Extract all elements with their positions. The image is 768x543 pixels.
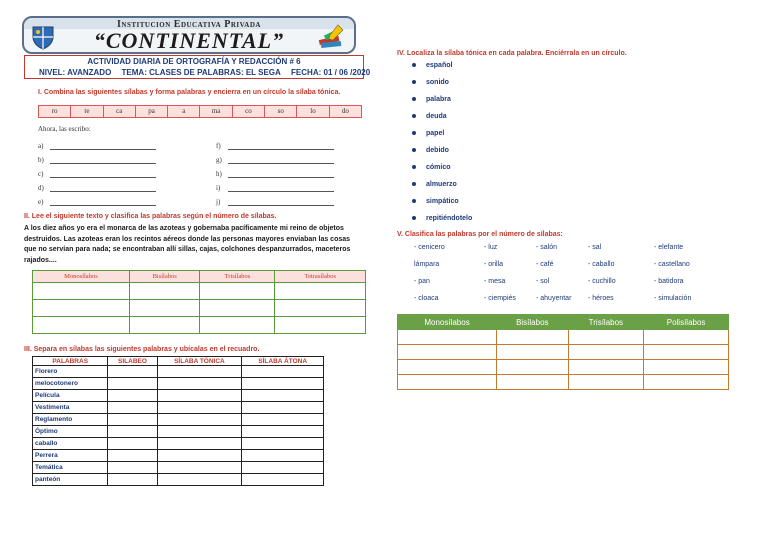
syllable-cell: ca <box>104 106 136 117</box>
word-cell: Temática <box>33 462 108 474</box>
classification-table-v <box>397 314 729 390</box>
table-cell[interactable] <box>644 375 729 390</box>
answer-blank[interactable] <box>216 198 334 208</box>
classification-table-ii <box>32 270 366 334</box>
column-header: Tetrasílabos <box>275 271 366 283</box>
answer-label: i) <box>216 184 221 192</box>
answer-line[interactable] <box>228 171 334 178</box>
list-item: cómico <box>412 163 472 180</box>
answer-blank[interactable] <box>38 142 156 152</box>
syllable-cell: ma <box>200 106 232 117</box>
table-cell[interactable] <box>157 474 242 486</box>
answer-blank[interactable] <box>38 156 156 166</box>
word-row <box>414 278 732 295</box>
answer-label: e) <box>38 198 44 206</box>
table-row <box>398 345 729 360</box>
word-row <box>414 295 732 312</box>
table-row <box>33 438 324 450</box>
column-header: Monosílabos <box>398 315 497 330</box>
answer-line[interactable] <box>50 157 156 164</box>
word-cell: Película <box>33 390 108 402</box>
table-row <box>33 366 324 378</box>
answer-blank[interactable] <box>216 142 334 152</box>
answer-blank[interactable] <box>216 184 334 194</box>
table-cell[interactable] <box>200 317 275 334</box>
table-cell[interactable] <box>157 366 242 378</box>
table-cell[interactable] <box>157 426 242 438</box>
table-cell[interactable] <box>497 375 569 390</box>
word-cell: Perrera <box>33 450 108 462</box>
table-row <box>33 450 324 462</box>
column-header: PALABRAS <box>33 357 108 366</box>
table-cell[interactable] <box>33 283 130 300</box>
school-shield-icon <box>30 24 56 50</box>
column-header: SILABEO <box>108 357 157 366</box>
activity-details <box>39 68 378 77</box>
table-row <box>398 330 729 345</box>
word-item: - ahuyentar <box>536 295 572 302</box>
table-cell[interactable] <box>275 283 366 300</box>
answer-line[interactable] <box>50 185 156 192</box>
syllable-cell: co <box>233 106 265 117</box>
column-header: Monosílabos <box>33 271 130 283</box>
table-cell[interactable] <box>33 317 130 334</box>
banner-subtitle: Institucion Educativa Privada <box>117 19 261 30</box>
list-item: sonido <box>412 78 472 95</box>
table-row <box>33 402 324 414</box>
table-cell[interactable] <box>157 378 242 390</box>
table-cell[interactable] <box>242 378 324 390</box>
answer-label: j) <box>216 198 221 206</box>
word-item: - sal <box>588 244 602 251</box>
table-cell[interactable] <box>398 360 497 375</box>
table-cell[interactable] <box>108 414 157 426</box>
list-item: papel <box>412 129 472 146</box>
section-1-title: I. Combina las siguientes sílabas y forma palabras y encierra en un círculo la sílaba tónica. <box>38 89 341 96</box>
word-cell: caballo <box>33 438 108 450</box>
table-cell[interactable] <box>398 330 497 345</box>
word-row <box>414 244 732 261</box>
word-item: - elefante <box>654 244 684 251</box>
word-item: - caballo <box>588 261 615 268</box>
table-cell[interactable] <box>568 330 644 345</box>
list-item: español <box>412 61 472 78</box>
table-row <box>33 462 324 474</box>
answer-label: g) <box>216 156 222 164</box>
table-cell[interactable] <box>108 474 157 486</box>
table-cell[interactable] <box>242 390 324 402</box>
table-cell[interactable] <box>644 360 729 375</box>
syllable-cell: pa <box>136 106 168 117</box>
word-item: - cuchillo <box>588 278 616 285</box>
table-row <box>33 414 324 426</box>
table-cell[interactable] <box>157 414 242 426</box>
column-header: Trisílabos <box>200 271 275 283</box>
table-cell[interactable] <box>398 345 497 360</box>
table-cell[interactable] <box>108 366 157 378</box>
table-cell[interactable] <box>398 375 497 390</box>
word-item: - castellano <box>654 261 690 268</box>
answer-label: h) <box>216 170 222 178</box>
answer-blank[interactable] <box>38 184 156 194</box>
list-item: repitiéndotelo <box>412 214 472 231</box>
table-cell[interactable] <box>242 426 324 438</box>
table-cell[interactable] <box>108 402 157 414</box>
table-cell[interactable] <box>242 450 324 462</box>
word-item: - sol <box>536 278 550 285</box>
list-item: almuerzo <box>412 180 472 197</box>
school-banner <box>22 16 356 54</box>
syllable-separation-table <box>32 356 324 486</box>
word-item: - café <box>536 261 554 268</box>
list-item: deuda <box>412 112 472 129</box>
table-cell[interactable] <box>157 402 242 414</box>
table-row <box>33 283 366 300</box>
table-cell[interactable] <box>242 414 324 426</box>
answer-blank[interactable] <box>216 170 334 180</box>
column-header: Bisílabos <box>129 271 200 283</box>
table-cell[interactable] <box>644 330 729 345</box>
word-item: - héroes <box>588 295 614 302</box>
level-label: NIVEL: AVANZADO <box>39 68 112 77</box>
table-cell[interactable] <box>568 360 644 375</box>
list-item: palabra <box>412 95 472 112</box>
answer-line[interactable] <box>50 143 156 150</box>
column-header: SÍLABA TÓNICA <box>157 357 242 366</box>
answer-line[interactable] <box>228 157 334 164</box>
word-item: - ciempiés <box>484 295 516 302</box>
syllable-cell: te <box>71 106 103 117</box>
section-3-title: III. Separa en sílabas las siguientes palabras y ubícalas en el recuadro. <box>24 346 260 353</box>
table-cell[interactable] <box>242 438 324 450</box>
word-cell: Óptimo <box>33 426 108 438</box>
table-cell[interactable] <box>108 426 157 438</box>
table-cell[interactable] <box>108 462 157 474</box>
table-cell[interactable] <box>275 317 366 334</box>
word-item: - orilla <box>484 261 504 268</box>
table-cell[interactable] <box>644 345 729 360</box>
topic-label: TEMA: CLASES DE PALABRAS: EL SEGA <box>121 68 281 77</box>
ahora-text: Ahora, las escribo: <box>38 125 91 133</box>
word-item: - mesa <box>484 278 506 285</box>
column-header: Polisílabos <box>644 315 729 330</box>
answer-label: d) <box>38 184 44 192</box>
answer-line[interactable] <box>50 199 156 206</box>
words-to-classify <box>414 244 732 312</box>
table-row <box>33 474 324 486</box>
activity-title: ACTIVIDAD DIARIA DE ORTOGRAFÍA Y REDACCIÓN # 6 <box>87 57 301 66</box>
syllable-cell: so <box>265 106 297 117</box>
date-label: FECHA: 01 / 06 /2020 <box>291 68 371 77</box>
word-row <box>414 261 732 278</box>
table-row <box>398 375 729 390</box>
answer-line[interactable] <box>50 171 156 178</box>
table-cell[interactable] <box>108 378 157 390</box>
answer-label: c) <box>38 170 44 178</box>
activity-info-box <box>24 55 371 79</box>
table-cell[interactable] <box>568 345 644 360</box>
word-cell: Reglamento <box>33 414 108 426</box>
books-icon <box>316 22 346 52</box>
word-item: - cloaca <box>414 295 439 302</box>
word-cell: Vestimenta <box>33 402 108 414</box>
word-item: - cenicero <box>414 244 445 251</box>
column-header: SÍLABA ÁTONA <box>242 357 324 366</box>
table-cell[interactable] <box>129 300 200 317</box>
section-2-title: II. Lee el siguiente texto y clasifica las palabras según el número de sílabas. <box>24 213 277 220</box>
table-cell[interactable] <box>242 402 324 414</box>
table-cell[interactable] <box>242 462 324 474</box>
table-cell[interactable] <box>200 300 275 317</box>
table-cell[interactable] <box>108 450 157 462</box>
school-name: “CONTINENTAL” <box>93 28 285 53</box>
table-cell[interactable] <box>242 366 324 378</box>
section-4-title: IV. Localiza la sílaba tónica en cada palabra. Enciérrala en un círculo. <box>397 50 627 57</box>
list-item: simpático <box>412 197 472 214</box>
syllable-cell: do <box>341 107 349 115</box>
table-cell[interactable] <box>275 300 366 317</box>
answer-label: f) <box>216 142 221 150</box>
column-header: Trisílabos <box>568 315 644 330</box>
column-header: Bisílabos <box>497 315 569 330</box>
table-cell[interactable] <box>129 283 200 300</box>
answer-label: a) <box>38 142 44 150</box>
syllable-cell: ro <box>39 106 71 117</box>
answer-label: b) <box>38 156 44 164</box>
answer-line[interactable] <box>228 185 334 192</box>
table-row <box>33 426 324 438</box>
answer-blank[interactable] <box>38 198 156 208</box>
word-cell: panteón <box>33 474 108 486</box>
reading-paragraph: A los diez años yo era el monarca de las azoteas y gobernaba pacíficamente mi reino de objetos destruidos. Las azoteas eran los recintos aéreos donde las personas mayores enviaban las cosas que no servían para nada; se encontraban allí sillas, cajas, colchones despanzurrados, maceteros rajados.... <box>24 225 351 264</box>
answer-line[interactable] <box>228 199 334 206</box>
table-row <box>33 317 366 334</box>
table-cell[interactable] <box>108 438 157 450</box>
table-cell[interactable] <box>242 474 324 486</box>
word-item: lámpara <box>414 261 440 268</box>
answer-blank[interactable] <box>216 156 334 166</box>
syllables-row <box>38 105 362 118</box>
syllable-cell: a <box>168 106 200 117</box>
word-item: - salón <box>536 244 558 251</box>
table-cell[interactable] <box>33 300 130 317</box>
word-cell: Florero <box>33 366 108 378</box>
table-row <box>33 390 324 402</box>
list-item: debido <box>412 146 472 163</box>
tonic-syllable-word-list <box>412 61 472 231</box>
answer-blank[interactable] <box>38 170 156 180</box>
table-cell[interactable] <box>200 283 275 300</box>
word-item: - batidora <box>654 278 684 285</box>
table-row <box>33 300 366 317</box>
table-cell[interactable] <box>108 390 157 402</box>
table-cell[interactable] <box>497 360 569 375</box>
table-row <box>33 378 324 390</box>
syllable-cell: lo <box>297 106 329 117</box>
table-cell[interactable] <box>157 438 242 450</box>
table-cell[interactable] <box>157 462 242 474</box>
table-cell[interactable] <box>157 450 242 462</box>
word-item: - simulación <box>654 295 692 302</box>
word-cell: melocotonero <box>33 378 108 390</box>
table-cell[interactable] <box>497 345 569 360</box>
word-item: - luz <box>484 244 498 251</box>
answer-line[interactable] <box>228 143 334 150</box>
table-cell[interactable] <box>568 375 644 390</box>
table-cell[interactable] <box>129 317 200 334</box>
table-cell[interactable] <box>497 330 569 345</box>
word-item: - pan <box>414 278 430 285</box>
section-5-title: V. Clasifica las palabras por el número de sílabas: <box>397 231 563 238</box>
table-row <box>398 360 729 375</box>
table-cell[interactable] <box>157 390 242 402</box>
